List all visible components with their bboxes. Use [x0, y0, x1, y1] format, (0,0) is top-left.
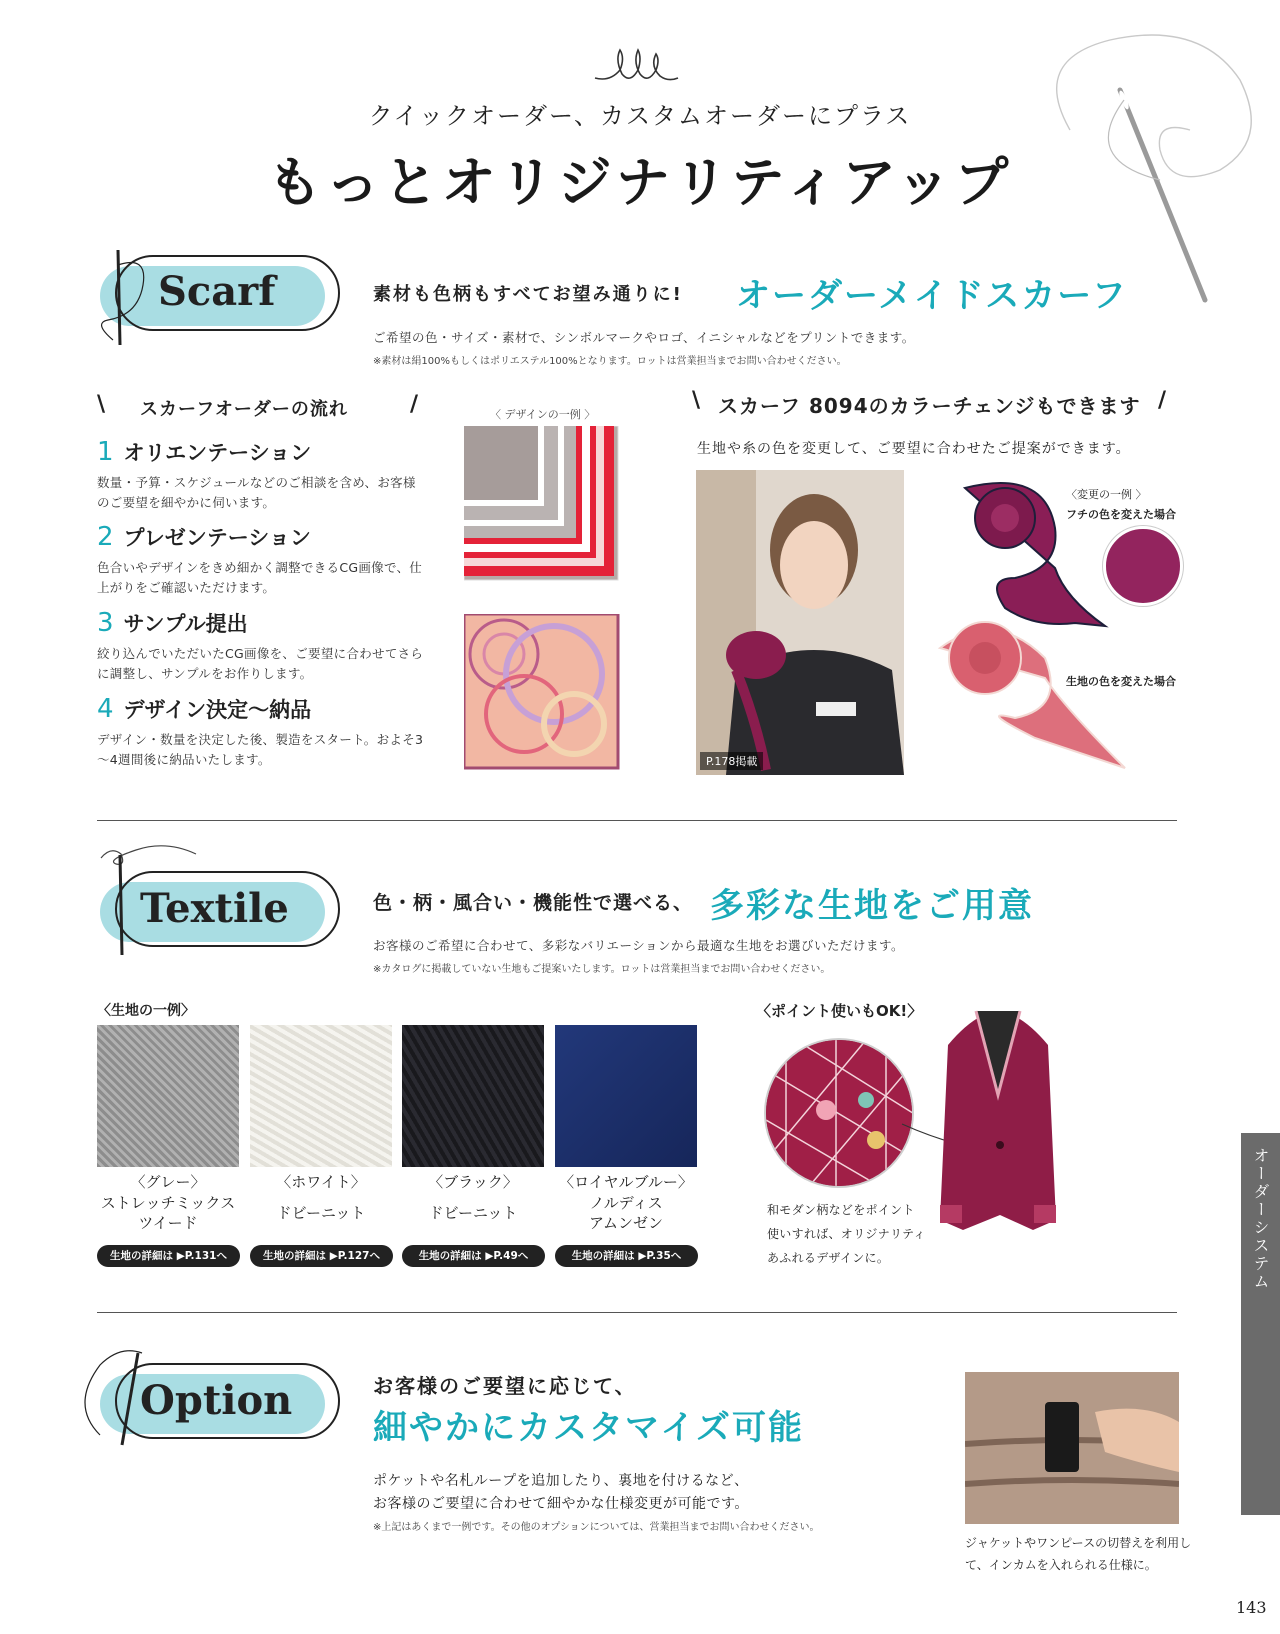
step-title: サンプル提出: [123, 612, 248, 636]
flow-step: [97, 694, 427, 770]
flow-step: [97, 437, 427, 513]
fabric-change-label: 生地の色を変えた場合: [1066, 675, 1176, 688]
scarf-headline-accent: オーダーメイドスカーフ: [736, 276, 1128, 316]
needle-icon: [108, 850, 138, 960]
slash-left: \: [692, 388, 701, 413]
fabric-swatch-royal-blue: [555, 1025, 697, 1167]
step-number: 2: [97, 522, 114, 552]
textile-headline-accent: 多彩な生地をご用意: [710, 886, 1034, 926]
scarf-design-pattern: [464, 614, 624, 774]
scarf-color-variants: [935, 478, 1185, 788]
flow-heading: スカーフオーダーの流れ: [140, 399, 348, 420]
option-note: ※上記はあくまで一例です。その他のオプションについては、営業担当までお問い合わせください。: [373, 1522, 820, 1533]
fabric-color-label: 〈ブラック〉: [428, 1173, 518, 1191]
scarf-description: ご希望の色・サイズ・素材で、シンボルマークやロゴ、イニシャルなどをプリントできます。: [373, 330, 915, 345]
photo-caption: P.178掲載: [700, 752, 763, 770]
option-body-line: ポケットや名札ループを追加したり、裏地を付けるなど、: [373, 1473, 749, 1489]
fabric-name: ストレッチミックス: [100, 1194, 236, 1212]
design-example-label: 〈 デザインの一例 〉: [490, 408, 596, 421]
fabric-swatch-white: [250, 1025, 392, 1167]
fabric-ref-link[interactable]: 生地の詳細は ▶P.131へ: [97, 1245, 240, 1267]
flow-step: [97, 522, 427, 598]
fabric-example-label: 〈生地の一例〉: [97, 1003, 195, 1019]
fabric-color-label: 〈ロイヤルブルー〉: [559, 1173, 693, 1191]
side-tab[interactable]: [1241, 1133, 1280, 1515]
slash-right: /: [1158, 388, 1167, 413]
needle-icon: [70, 1345, 150, 1455]
slash-right: /: [410, 392, 419, 417]
fabric-swatch-grey: [97, 1025, 239, 1167]
option-headline-accent: 細やかにカスタマイズ可能: [373, 1408, 804, 1448]
point-caption-line: 使いすれば、オリジナリティ: [767, 1227, 926, 1241]
fabric-ref-link[interactable]: 生地の詳細は ▶P.127へ: [250, 1245, 393, 1267]
fabric-name: ノルディス: [589, 1194, 663, 1212]
option-badge: Option: [140, 1377, 293, 1424]
option-photo-caption: て、インカムを入れられる仕様に。: [965, 1558, 1157, 1572]
point-caption-line: あふれるデザインに。: [767, 1251, 890, 1265]
section-divider: [97, 1312, 1177, 1313]
textile-note: ※カタログに掲載していない生地もご提案いたします。ロットは営業担当までお問い合わせください。: [373, 964, 831, 975]
flourish-ornament: [590, 40, 680, 90]
fabric-name: アムンゼン: [589, 1214, 663, 1232]
jacket-illustration: [938, 1005, 1058, 1235]
step-title: プレゼンテーション: [123, 526, 311, 550]
step-number: 3: [97, 608, 114, 638]
side-tab-label: オーダーシステム: [1251, 1147, 1270, 1291]
option-photo: [965, 1372, 1179, 1524]
scarf-badge: Scarf: [158, 268, 276, 315]
pattern-detail-circle: [764, 1038, 914, 1188]
textile-headline-lead: 色・柄・風合い・機能性で選べる、: [373, 892, 694, 914]
point-use-label: 〈ポイント使いもOK!〉: [756, 1002, 923, 1020]
step-body: デザイン・数量を決定した後、製造をスタート。およそ3～4週間後に納品いたします。: [97, 732, 424, 767]
fabric-ref-link[interactable]: 生地の詳細は ▶P.49へ: [402, 1245, 545, 1267]
fabric-swatch-black: [402, 1025, 544, 1167]
color-change-body: 生地や糸の色を変更して、ご要望に合わせたご提案ができます。: [697, 441, 1131, 457]
flow-step: [97, 608, 427, 684]
slash-left: \: [97, 392, 106, 417]
edge-detail-circle: [1103, 526, 1183, 606]
fabric-ref-link[interactable]: 生地の詳細は ▶P.35へ: [555, 1245, 698, 1267]
fabric-color-label: 〈グレー〉: [130, 1173, 206, 1191]
fabric-name: ドビーニット: [276, 1204, 366, 1222]
step-body: 数量・予算・スケジュールなどのご相談を含め、お客様のご要望を細やかに伺います。: [97, 475, 416, 510]
step-title: オリエンテーション: [123, 441, 312, 465]
fabric-name: ドビーニット: [428, 1204, 518, 1222]
step-body: 絞り込んでいただいたCG画像を、ご要望に合わせてさらに調整し、サンプルをお作りします。: [97, 646, 424, 681]
edge-change-label: フチの色を変えた場合: [1066, 508, 1176, 521]
textile-badge: Textile: [140, 885, 289, 932]
scarf-headline-lead: 素材も色柄もすべてお望み通りに!: [373, 284, 683, 305]
fabric-color-label: 〈ホワイト〉: [276, 1173, 366, 1191]
color-change-heading: スカーフ 8094のカラーチェンジもできます: [718, 394, 1141, 418]
scarf-note: ※素材は絹100%もしくはポリエステル100%となります。ロットは営業担当までお問い合わせください。: [373, 356, 847, 367]
page-title: もっとオリジナリティアップ: [267, 151, 1013, 214]
textile-description: お客様のご希望に合わせて、多彩なバリエーションから最適な生地をお選びいただけます。: [373, 938, 905, 953]
step-body: 色合いやデザインをきめ細かく調整できるCG画像で、仕上がりをご確認いただけます。: [97, 560, 423, 595]
option-headline-lead: お客様のご要望に応じて、: [373, 1374, 637, 1398]
step-title: デザイン決定～納品: [123, 698, 312, 722]
step-number: 1: [97, 437, 114, 467]
page-subtitle: クイックオーダー、カスタムオーダーにプラス: [368, 102, 912, 130]
needle-icon: [98, 245, 158, 350]
model-photo: [696, 470, 904, 775]
step-number: 4: [97, 694, 114, 724]
point-caption-line: 和モダン柄などをポイント: [767, 1203, 915, 1217]
option-body-line: お客様のご要望に合わせて細やかな仕様変更が可能です。: [373, 1496, 749, 1512]
page-number: 143: [1236, 1598, 1267, 1617]
section-divider: [97, 820, 1177, 821]
scarf-design-stripes: [464, 426, 624, 586]
fabric-name: ツイード: [138, 1214, 198, 1232]
change-example-label: 〈変更の一例 〉: [1066, 488, 1147, 501]
option-photo-caption: ジャケットやワンピースの切替えを利用し: [965, 1536, 1192, 1550]
